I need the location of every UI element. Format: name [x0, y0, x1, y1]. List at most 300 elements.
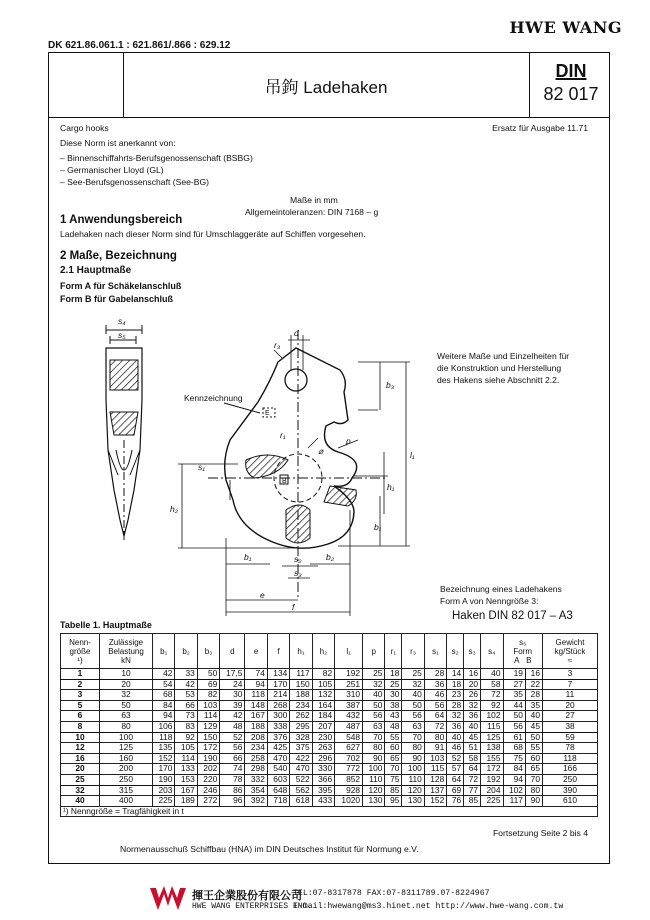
table-cell: 27	[543, 711, 598, 722]
table-cell: 92	[481, 700, 503, 711]
dim-label-r1: r₁	[280, 430, 286, 440]
table-row	[61, 700, 598, 711]
table-cell: 85	[385, 785, 402, 796]
table-cell: 135	[153, 743, 175, 754]
table-cell: 7	[543, 679, 598, 690]
din-logo: DIN	[555, 61, 587, 81]
table-cell: 188	[245, 721, 267, 732]
dim-label-e: e	[260, 590, 265, 600]
table-cell: 422	[290, 753, 312, 764]
table-cell: 64	[464, 764, 481, 775]
table-cell: 78	[543, 743, 598, 754]
table-cell: 133	[175, 764, 197, 775]
col-header: h₂	[312, 634, 334, 669]
table-footnote: ¹) Nenngröße = Tragfähigkeit in t	[61, 806, 598, 817]
table-cell: 23	[447, 690, 464, 701]
table-cell: 610	[543, 796, 598, 807]
table-cell: 190	[197, 753, 219, 764]
table-cell: 96	[220, 796, 245, 807]
table-cell: 72	[481, 690, 503, 701]
table-cell: 72	[464, 774, 481, 785]
table-cell: 155	[481, 753, 503, 764]
table-cell: 42	[175, 679, 197, 690]
table-cell: 470	[267, 753, 289, 764]
table-cell: 60	[525, 753, 542, 764]
table-cell: 40	[402, 690, 424, 701]
table-cell: 64	[447, 774, 464, 785]
section-2-1-title: 2.1 Hauptmaße	[60, 265, 132, 276]
table-cell: 58	[481, 679, 503, 690]
table-cell: 102	[503, 785, 525, 796]
dim-label-s4: s₄	[118, 316, 126, 326]
recognized-by: Diese Norm ist anerkannt von:	[60, 138, 176, 148]
table-cell: 30	[385, 690, 402, 701]
table-cell: 77	[464, 785, 481, 796]
table-cell: 138	[481, 743, 503, 754]
table-cell: 10	[61, 732, 100, 743]
table-cell: 66	[220, 753, 245, 764]
org-item: – Binnenschiffahrts-Berufsgenossenschaft (BSBG)	[60, 153, 253, 163]
company-name-en: HWE WANG ENTERPRISES INC.	[192, 902, 313, 911]
dim-label-b3: b₃	[386, 380, 395, 390]
col-header: p	[363, 634, 385, 669]
table-cell: 433	[312, 796, 334, 807]
table-cell: 12	[61, 743, 100, 754]
table-cell: 262	[290, 711, 312, 722]
form-b-label: Form B für Gabelanschluß	[60, 294, 174, 304]
table-cell: 52	[447, 753, 464, 764]
table-cell: 295	[290, 721, 312, 732]
table-cell: 39	[220, 700, 245, 711]
table-cell: 66	[175, 700, 197, 711]
table-cell: 425	[267, 743, 289, 754]
table-cell: 189	[175, 796, 197, 807]
col-nenngroesse: Nenn- größe ¹)	[61, 634, 100, 669]
table-cell: 718	[267, 796, 289, 807]
table-cell: 315	[100, 785, 153, 796]
marking-box-b: B	[282, 478, 287, 485]
table-cell: 214	[267, 690, 289, 701]
table-cell: 83	[175, 721, 197, 732]
table-row	[61, 743, 598, 754]
table-cell: 25	[402, 669, 424, 680]
table-cell: 32	[100, 690, 153, 701]
table-cell: 192	[481, 774, 503, 785]
table-cell: 65	[385, 753, 402, 764]
table-cell: 78	[220, 774, 245, 785]
table-cell: 50	[100, 700, 153, 711]
designation-code: Haken DIN 82 017 – A3	[452, 610, 573, 622]
brand-name: HWE WANG	[509, 18, 622, 37]
table-cell: 230	[312, 732, 334, 743]
table-cell: 32	[61, 785, 100, 796]
table-cell: 100	[100, 732, 153, 743]
table-cell: 17,5	[220, 669, 245, 680]
table-cell: 85	[464, 796, 481, 807]
main-dimensions-table	[60, 633, 598, 817]
col-header: s₃	[464, 634, 481, 669]
dim-label-h2: h₂	[170, 504, 178, 514]
table-cell: 20	[464, 679, 481, 690]
dim-label-diam: ⌀	[318, 446, 324, 456]
table-cell: 55	[385, 732, 402, 743]
table-cell: 852	[335, 774, 363, 785]
table-cell: 90	[363, 753, 385, 764]
table-cell: 130	[363, 796, 385, 807]
table-cell: 40	[525, 711, 542, 722]
table-cell: 40	[481, 669, 503, 680]
table-cell: 272	[197, 796, 219, 807]
col-header: s₄	[481, 634, 503, 669]
contact-phone-fax: TEL:07-8317878 FAX:07-8311789.07-8224967	[293, 889, 490, 898]
table-cell: 32	[464, 700, 481, 711]
table-cell: 117	[290, 669, 312, 680]
table-cell: 70	[402, 732, 424, 743]
table-cell: 3	[61, 690, 100, 701]
table-cell: 91	[424, 743, 446, 754]
table-cell: 225	[481, 796, 503, 807]
table-cell: 250	[100, 774, 153, 785]
table-cell: 366	[312, 774, 334, 785]
table-cell: 207	[312, 721, 334, 732]
org-item: – Germanischer Lloyd (GL)	[60, 165, 164, 175]
col-header: f	[267, 634, 289, 669]
table-cell: 125	[481, 732, 503, 743]
table-cell: 6	[61, 711, 100, 722]
table-cell: 80	[402, 743, 424, 754]
table-row	[61, 785, 598, 796]
table-cell: 263	[312, 743, 334, 754]
table-cell: 46	[424, 690, 446, 701]
table-cell: 251	[335, 679, 363, 690]
table-cell: 115	[481, 721, 503, 732]
table-cell: 100	[363, 764, 385, 775]
table-cell: 208	[245, 732, 267, 743]
table-cell: 102	[481, 711, 503, 722]
table-cell: 300	[267, 711, 289, 722]
table-cell: 92	[175, 732, 197, 743]
table-cell: 19	[503, 669, 525, 680]
header-row	[49, 53, 609, 118]
table-cell: 68	[503, 743, 525, 754]
normenausschuss: Normenausschuß Schiffbau (HNA) im DIN Deutsches Institut für Normung e.V.	[120, 844, 419, 854]
table-cell: 234	[245, 743, 267, 754]
table-cell: 376	[267, 732, 289, 743]
table-cell: 24	[220, 679, 245, 690]
table-cell: 28	[447, 700, 464, 711]
col-header: h₁	[290, 634, 312, 669]
table-cell: 35	[525, 700, 542, 711]
table-cell: 387	[335, 700, 363, 711]
table-cell: 132	[312, 690, 334, 701]
table-cell: 58	[464, 753, 481, 764]
table-cell: 59	[543, 732, 598, 743]
table-row	[61, 774, 598, 785]
side-view	[106, 325, 142, 540]
table-cell: 64	[424, 711, 446, 722]
table-cell: 110	[363, 774, 385, 785]
dim-label-l1: l₁	[410, 450, 415, 460]
marking-box-e: E	[265, 410, 270, 417]
table-cell: 298	[245, 764, 267, 775]
table-cell: 120	[402, 785, 424, 796]
table-cell: 562	[290, 785, 312, 796]
table-cell: 100	[402, 764, 424, 775]
table-cell: 26	[464, 690, 481, 701]
table-cell: 16	[61, 753, 100, 764]
table-cell: 25	[363, 669, 385, 680]
dk-classification: DK 621.86.061.1 : 621.861/.866 : 629.12	[48, 40, 231, 51]
table-cell: 72	[424, 721, 446, 732]
table-cell: 46	[447, 743, 464, 754]
table-cell: 328	[290, 732, 312, 743]
designation-line1: Bezeichnung eines Ladehakens	[440, 584, 562, 594]
note-line: die Konstruktion und Herstellung	[437, 363, 562, 373]
table-cell: 220	[197, 774, 219, 785]
table-cell: 540	[267, 764, 289, 775]
table-cell: 32	[447, 711, 464, 722]
table-cell: 118	[153, 732, 175, 743]
table-cell: 167	[175, 785, 197, 796]
table-cell: 105	[312, 679, 334, 690]
table-cell: 38	[385, 700, 402, 711]
dim-label-f: f	[292, 602, 295, 612]
table-cell: 20	[543, 700, 598, 711]
table-cell: 150	[290, 679, 312, 690]
fortsetzung: Fortsetzung Seite 2 bis 4	[492, 828, 588, 838]
col-header: b₂	[175, 634, 197, 669]
table-cell: 772	[335, 764, 363, 775]
table-cell: 164	[312, 700, 334, 711]
table-cell: 114	[197, 711, 219, 722]
table-cell: 48	[385, 721, 402, 732]
table-cell: 20	[100, 679, 153, 690]
table-cell: 258	[245, 753, 267, 764]
table-cell: 18	[447, 679, 464, 690]
col-header: b₃	[197, 634, 219, 669]
table-cell: 56	[363, 711, 385, 722]
table-cell: 928	[335, 785, 363, 796]
table-cell: 63	[363, 721, 385, 732]
table-cell: 63	[402, 721, 424, 732]
table-cell: 80	[363, 743, 385, 754]
table-row	[61, 669, 598, 680]
table-cell: 3	[543, 669, 598, 680]
dim-label-d: d	[294, 328, 299, 338]
table-cell: 33	[175, 669, 197, 680]
table-cell: 188	[290, 690, 312, 701]
table-cell: 522	[290, 774, 312, 785]
table-cell: 106	[153, 721, 175, 732]
table-cell: 203	[153, 785, 175, 796]
table-cell: 57	[447, 764, 464, 775]
table-cell: 470	[290, 764, 312, 775]
table-cell: 10	[100, 669, 153, 680]
table-cell: 80	[525, 785, 542, 796]
table-cell: 40	[447, 732, 464, 743]
table-cell: 61	[503, 732, 525, 743]
dim-label-s5: s₅	[118, 330, 126, 340]
ersatz-note: Ersatz für Ausgabe 11.71	[492, 123, 588, 133]
table-cell: 16	[464, 669, 481, 680]
table-cell: 354	[245, 785, 267, 796]
col-header: r₁	[385, 634, 402, 669]
table-cell: 76	[447, 796, 464, 807]
table-cell: 390	[543, 785, 598, 796]
table-cell: 70	[363, 732, 385, 743]
table-cell: 82	[312, 669, 334, 680]
col-header: s₂	[447, 634, 464, 669]
table-cell: 160	[100, 753, 153, 764]
section-2-title: 2 Maße, Bezeichnung	[60, 250, 177, 262]
table-cell: 166	[543, 764, 598, 775]
table-cell: 332	[245, 774, 267, 785]
col-header: s₁	[424, 634, 446, 669]
table-cell: 618	[290, 796, 312, 807]
table-cell: 330	[312, 764, 334, 775]
table-cell: 56	[402, 711, 424, 722]
table-cell: 134	[267, 669, 289, 680]
table-cell: 32	[402, 679, 424, 690]
table-cell: 28	[525, 690, 542, 701]
table-cell: 16	[525, 669, 542, 680]
table-cell: 14	[447, 669, 464, 680]
table-cell: 200	[100, 764, 153, 775]
company-logo	[148, 884, 188, 914]
table-cell: 153	[175, 774, 197, 785]
table-cell: 56	[503, 721, 525, 732]
general-tolerances: Allgemeintoleranzen: DIN 7168 – g	[245, 207, 379, 217]
table-cell: 68	[153, 690, 175, 701]
table-cell: 51	[464, 743, 481, 754]
col-gewicht: Gewicht kg/Stück ≈	[543, 634, 598, 669]
table-cell: 400	[100, 796, 153, 807]
table-cell: 94	[503, 774, 525, 785]
table-cell: 69	[197, 679, 219, 690]
table-cell: 28	[424, 669, 446, 680]
table-cell: 225	[153, 796, 175, 807]
col-header: l₁	[335, 634, 363, 669]
table-cell: 27	[503, 679, 525, 690]
table-cell: 152	[424, 796, 446, 807]
table-cell: 80	[424, 732, 446, 743]
table-cell: 128	[424, 774, 446, 785]
table-cell: 30	[220, 690, 245, 701]
table-row	[61, 721, 598, 732]
table-cell: 54	[153, 679, 175, 690]
table-cell: 152	[153, 753, 175, 764]
table-cell: 25	[61, 774, 100, 785]
table-cell: 80	[100, 721, 153, 732]
table-cell: 94	[153, 711, 175, 722]
table-cell: 296	[312, 753, 334, 764]
table-cell: 170	[153, 764, 175, 775]
dim-label-s3: s₃	[294, 568, 302, 578]
din-block	[529, 53, 612, 117]
hook-drawing	[48, 300, 610, 630]
dim-label-s1: s₁	[198, 462, 205, 472]
note-line: des Hakens siehe Abschnitt 2.2.	[437, 375, 560, 385]
table-body	[61, 669, 598, 807]
table-cell: 1020	[335, 796, 363, 807]
table-cell: 43	[385, 711, 402, 722]
table-cell: 70	[525, 774, 542, 785]
table-cell: 75	[385, 774, 402, 785]
dim-label-r3: r₃	[274, 340, 281, 350]
table-cell: 32	[363, 679, 385, 690]
table-cell: 45	[464, 732, 481, 743]
table-cell: 118	[543, 753, 598, 764]
table-cell: 73	[175, 711, 197, 722]
table-cell: 40	[363, 690, 385, 701]
note-line: Weitere Maße und Einzelheiten für	[437, 351, 570, 361]
table-cell: 50	[503, 711, 525, 722]
table-row	[61, 753, 598, 764]
table-cell: 36	[464, 711, 481, 722]
table-cell: 38	[543, 721, 598, 732]
table-cell: 204	[481, 785, 503, 796]
table-cell: 45	[525, 721, 542, 732]
table-cell: 172	[197, 743, 219, 754]
table-cell: 487	[335, 721, 363, 732]
table-caption: Tabelle 1. Hauptmaße	[60, 620, 152, 630]
table-cell: 48	[220, 721, 245, 732]
table-cell: 53	[175, 690, 197, 701]
table-cell: 395	[312, 785, 334, 796]
table-cell: 11	[543, 690, 598, 701]
table-cell: 2	[61, 679, 100, 690]
table-cell: 35	[503, 690, 525, 701]
col-s5-form: s₅ Form A B	[503, 634, 543, 669]
table-cell: 36	[424, 679, 446, 690]
table-cell: 40	[464, 721, 481, 732]
section-1-text: Ladehaken nach dieser Norm sind für Umschlaggeräte auf Schiffen vorgesehen.	[60, 229, 366, 239]
table-cell: 95	[385, 796, 402, 807]
col-header: e	[245, 634, 267, 669]
dim-label-p: p	[346, 436, 351, 446]
table-cell: 105	[175, 743, 197, 754]
table-cell: 82	[197, 690, 219, 701]
dim-label-s2: s₂	[294, 554, 302, 564]
table-cell: 117	[503, 796, 525, 807]
table-cell: 310	[335, 690, 363, 701]
company-name-cn: 揮王企業股份有限公司	[192, 890, 302, 902]
cargo-hooks-title: Cargo hooks	[60, 123, 109, 133]
table-cell: 56	[220, 743, 245, 754]
table-cell: 90	[402, 753, 424, 764]
table-cell: 125	[100, 743, 153, 754]
table-cell: 90	[525, 796, 542, 807]
table-row	[61, 711, 598, 722]
table-cell: 60	[385, 743, 402, 754]
table-cell: 20	[61, 764, 100, 775]
page-title: 吊鉤 Ladehaken	[264, 77, 388, 97]
contact-email-web: E-mail:hwewang@ms3.hinet.net http://www.hwe-wang.com.tw	[293, 902, 564, 911]
table-cell: 63	[100, 711, 153, 722]
table-cell: 94	[245, 679, 267, 690]
table-cell: 1	[61, 669, 100, 680]
table-cell: 268	[267, 700, 289, 711]
table-cell: 202	[197, 764, 219, 775]
table-cell: 375	[290, 743, 312, 754]
table-cell: 56	[424, 700, 446, 711]
table-row	[61, 679, 598, 690]
table-cell: 86	[220, 785, 245, 796]
table-cell: 74	[245, 669, 267, 680]
kennzeichnung-label: Kennzeichnung	[184, 393, 243, 403]
table-cell: 44	[503, 700, 525, 711]
col-header: d	[220, 634, 245, 669]
